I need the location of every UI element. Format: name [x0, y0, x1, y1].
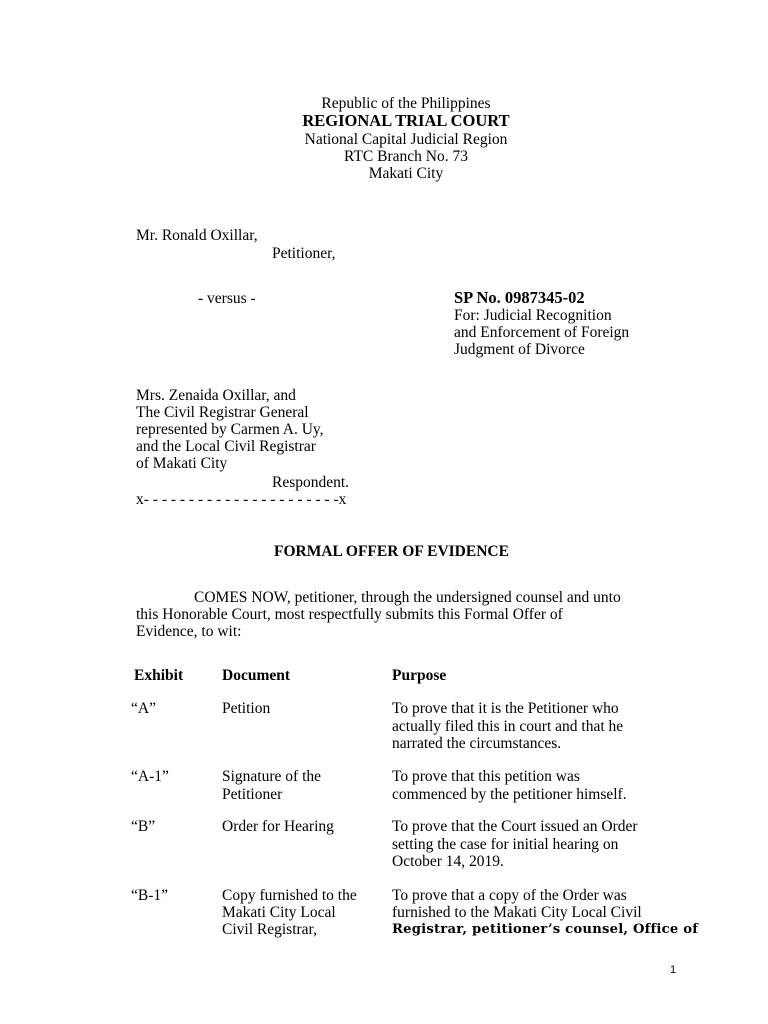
document-text: Civil Registrar,	[222, 921, 317, 938]
document-text: Order for Hearing	[222, 818, 334, 835]
header-branch: RTC Branch No. 73	[344, 148, 468, 165]
purpose-text-bold: Registrar, petitioner’s counsel, Office of	[392, 922, 699, 937]
purpose-text: To prove that a copy of the Order was	[392, 887, 627, 904]
respondent-line-5: of Makati City	[136, 455, 228, 472]
case-for-line-1: For: Judicial Recognition	[454, 307, 612, 324]
purpose-text: setting the case for initial hearing on	[392, 836, 619, 853]
exhibit-label: “A”	[131, 700, 156, 717]
header-exhibit: Exhibit	[134, 667, 184, 684]
header-city: Makati City	[368, 165, 444, 182]
document-text: Signature of the	[222, 768, 322, 785]
petitioner-name: Mr. Ronald Oxillar,	[136, 227, 258, 244]
document-text: Petitioner	[222, 786, 283, 803]
respondent-line-1: Mrs. Zenaida Oxillar, and	[136, 387, 296, 404]
exhibit-label: “A-1”	[131, 768, 169, 785]
header-purpose: Purpose	[392, 667, 447, 684]
purpose-text: furnished to the Makati City Local Civil	[392, 904, 642, 921]
respondent-line-2: The Civil Registrar General	[136, 404, 309, 421]
page-number: 1	[670, 964, 677, 976]
intro-line-1: COMES NOW, petitioner, through the undersigned counsel and unto	[194, 589, 621, 606]
purpose-text: actually filed this in court and that he	[392, 718, 624, 735]
purpose-text: To prove that the Court issued an Order	[392, 818, 638, 835]
header-court: REGIONAL TRIAL COURT	[302, 111, 510, 130]
respondent-role: Respondent.	[272, 474, 350, 491]
intro-line-2: this Honorable Court, most respectfully submits this Formal Offer of	[136, 606, 563, 623]
respondent-line-3: represented by Carmen A. Uy,	[136, 421, 324, 438]
document-text: Makati City Local	[222, 904, 336, 921]
versus: - versus -	[198, 290, 256, 307]
header-region: National Capital Judicial Region	[304, 131, 508, 148]
intro-line-3: Evidence, to wit:	[136, 623, 242, 640]
purpose-text: commenced by the petitioner himself.	[392, 786, 627, 803]
case-number: SP No. 0987345-02	[454, 288, 585, 307]
document-text: Copy furnished to the	[222, 887, 357, 904]
case-for-line-3: Judgment of Divorce	[454, 341, 585, 358]
document-title: FORMAL OFFER OF EVIDENCE	[274, 543, 509, 560]
purpose-text: narrated the circumstances.	[392, 735, 562, 752]
purpose-text: To prove that this petition was	[392, 768, 580, 785]
purpose-text: To prove that it is the Petitioner who	[392, 700, 619, 717]
petitioner-role: Petitioner,	[272, 245, 336, 262]
header-document: Document	[222, 667, 291, 684]
exhibit-label: “B-1”	[131, 887, 169, 904]
document-text: Petition	[222, 700, 271, 717]
exhibit-label: “B”	[131, 818, 156, 835]
header-republic: Republic of the Philippines	[321, 95, 491, 112]
caption-separator: x- - - - - - - - - - - - - - - - - - - - - -x	[136, 491, 347, 508]
purpose-text: October 14, 2019.	[392, 853, 504, 870]
respondent-line-4: and the Local Civil Registrar	[136, 438, 316, 455]
case-for-line-2: and Enforcement of Foreign	[454, 324, 630, 341]
